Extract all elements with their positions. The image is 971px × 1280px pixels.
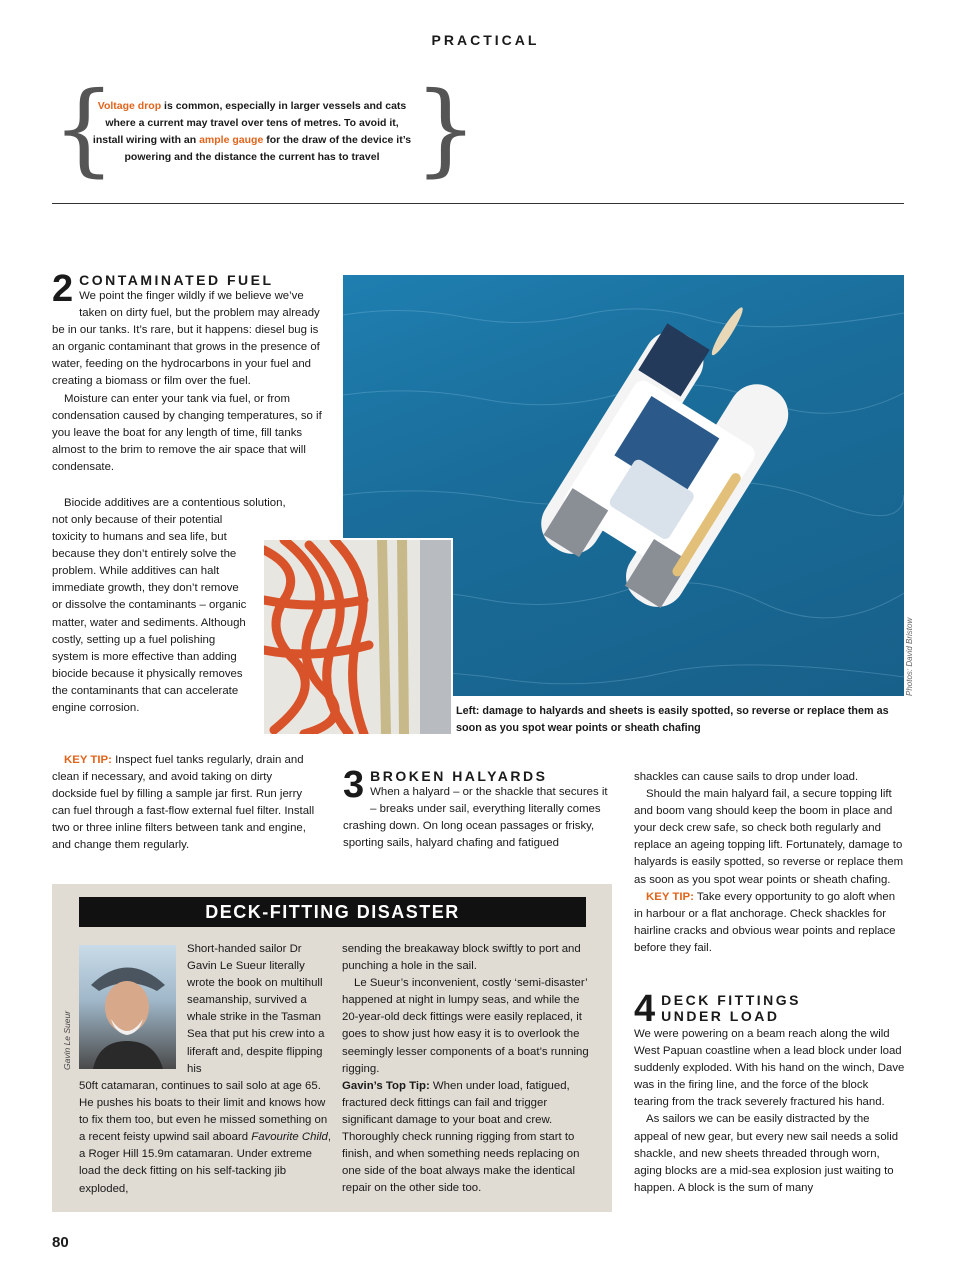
section-3-para-2: Should the main halyard fail, a secure topping lift and boom vang should keep the boom in place and your deck crew safe, so check both regularly and replace an ageing topping lift. Fortunately, damage to halyards is easily spotted, so reverse or replace them as soon as you spot wear points or sheath chafing. [634,788,904,886]
section-4-heading-2: UNDER LOAD [661,1008,780,1024]
section-4-heading-1: DECK FITTINGS [661,992,801,1008]
section-4 [634,988,906,1197]
section-2-para-2: Moisture can enter your tank via fuel, or from condensation caused by changing temperatures, so if you leave the boat for any length of time, fill tanks almost to the brim to remove the air space that will condensate. [52,392,322,473]
box-para-3: Le Sueur’s inconvenient, costly ‘semi-disaster’ happened at night in lumpy seas, and while the 20-year-old deck fittings were easily replaced, it goes to show just how easy it is to overlook the seemingly lesser components of a boat’s running rigging. [342,977,589,1075]
section-2-heading: CONTAMINATED FUEL [79,272,274,288]
halyard-rope-photo [262,538,453,736]
section-3-para-1a: When a halyard – or the shackle that secures it – breaks under sail, everything literally comes crashing down. On long ocean passages or frisky, sporting sails, halyard chafing and fatigued [343,786,608,850]
rope-illustration [264,540,451,734]
gavin-portrait-photo [79,945,176,1069]
section-2-para-1: We point the finger wildly if we believe we’ve taken on dirty fuel, but the problem may already be in our tanks. It’s rare, but it happens: diesel bug is an organic contaminant that grows in the presence of water, feeding on the hydrocarbons in your fuel and creating a biomass or film over the fuel. [52,290,320,388]
page-number: 80 [52,1234,69,1251]
section-4-para-1: We were powering on a beam reach along the wild West Papuan coastline when a lead block under load suddenly exploded. With his hand on the winch, Dave was in the firing line, and the force of the block tearing from the track severely fractured his hand. [634,1028,905,1109]
section-2-para-3: not only because of their potential toxicity to humans and sea life, but because they don’t entirely solve the problem. While additives can halt immediate growth, they don’t remove or dissolve the contaminants – organic matter, water and sediments. Although costly, setting up a fuel polishing system is more effective than adding biocide because it physically removes the contaminants that can accelerate engine corrosion. [52,514,247,715]
box-para-1-rest-a: 50ft catamaran, continues to sail solo at age 65. He pushes his boats to their limit and knows how to fix them too, but even he missed something on a recent feisty upwind sail aboard [79,1080,328,1144]
box-col-1-rest [79,1078,334,1198]
box-tip-text: When under load, fatigued, fractured deck fittings can fail and trigger significant damage to your boat and crew. Thoroughly check running rigging from start to finish, and when something needs replacing on one side of the boat always make the identical repair on the other side too. [342,1079,580,1195]
pull-text-1: is common, especially in larger vessels and cats where a current may travel over tens of metres. To avoid it, install wiring with an [92,100,407,146]
box-para-2: sending the breakaway block swiftly to port and punching a hole in the sail. [342,943,581,973]
section-2-tip-label: KEY TIP: [64,754,112,766]
section-2-intro [52,268,322,476]
section-3-para-1b: shackles can cause sails to drop under load. [634,771,859,783]
brace-left-icon: { [52,70,116,187]
pull-text-2: for the draw of the device it’s powering and the distance the current has to travel [124,134,412,163]
section-title: PRACTICAL [431,32,540,48]
section-2-tip-text: Inspect fuel tanks regularly, drain and clean if necessary, and avoid taking on dirty dockside fuel by filling a sample jar first. Run jerry can fuel through a fast-flow external fuel filter. Install two or three inline filters between tank and engine, and change them regularly. [52,754,315,852]
boat-name: Favourite Child [251,1131,328,1144]
box-tip-label: Gavin’s Top Tip: [342,1079,430,1092]
pull-quote [52,70,478,187]
section-2-biocide [52,512,252,717]
box-col-2 [342,941,597,1197]
portrait-credit: Gavin Le Sueur [62,1010,72,1070]
section-3 [343,764,613,852]
section-3-number: 3 [343,764,365,806]
section-2-biocide-lead [52,495,322,512]
section-3-cont [634,769,906,957]
section-3-tip-text: Take every opportunity to go aloft when in harbour or a flat anchorage. Check shackles for hairline cracks and obvious wear points and replace before they fail. [634,890,896,954]
pull-quote-text [92,98,412,166]
box-col-1-top [187,941,332,1078]
pull-highlight-2: ample gauge [199,134,264,146]
portrait-illustration [79,945,176,1069]
box-title: DECK-FITTING DISASTER [79,897,586,927]
photo-caption: Left: damage to halyards and sheets is easily spotted, so reverse or replace them as soon as you spot wear points or sheath chafing [456,705,889,734]
divider-rule [52,203,904,204]
box-para-1-rest-b: , a Roger Hill 15.9m catamaran. Under extreme load the deck fitting on his self-tacking jib exploded, [79,1131,332,1195]
section-3-heading: BROKEN HALYARDS [370,768,548,784]
section-4-para-2: As sailors we can be easily distracted by the appeal of new gear, but every new sail needs a solid shackle, and new sheets threaded through worn, aging blocks are a mid-sea explosion just waiting to happen. A block is the sum of many [634,1113,899,1194]
section-4-number: 4 [634,988,656,1030]
box-para-1-top: Short-handed sailor Dr Gavin Le Sueur literally wrote the book on multihull seamanship, survived a whale strike in the Tasman Sea that put his crew into a liferaft and, despite flipping his [187,943,325,1075]
section-3-tip-label: KEY TIP: [646,890,694,903]
photo-credit: Photos: David Bristow [905,617,914,696]
pull-highlight-1: Voltage drop [97,100,162,112]
brace-right-icon: } [414,70,478,187]
section-2-number: 2 [52,268,74,310]
section-2-para-3-lead: Biocide additives are a contentious solution, [64,497,286,509]
section-2-key-tip [52,752,320,855]
